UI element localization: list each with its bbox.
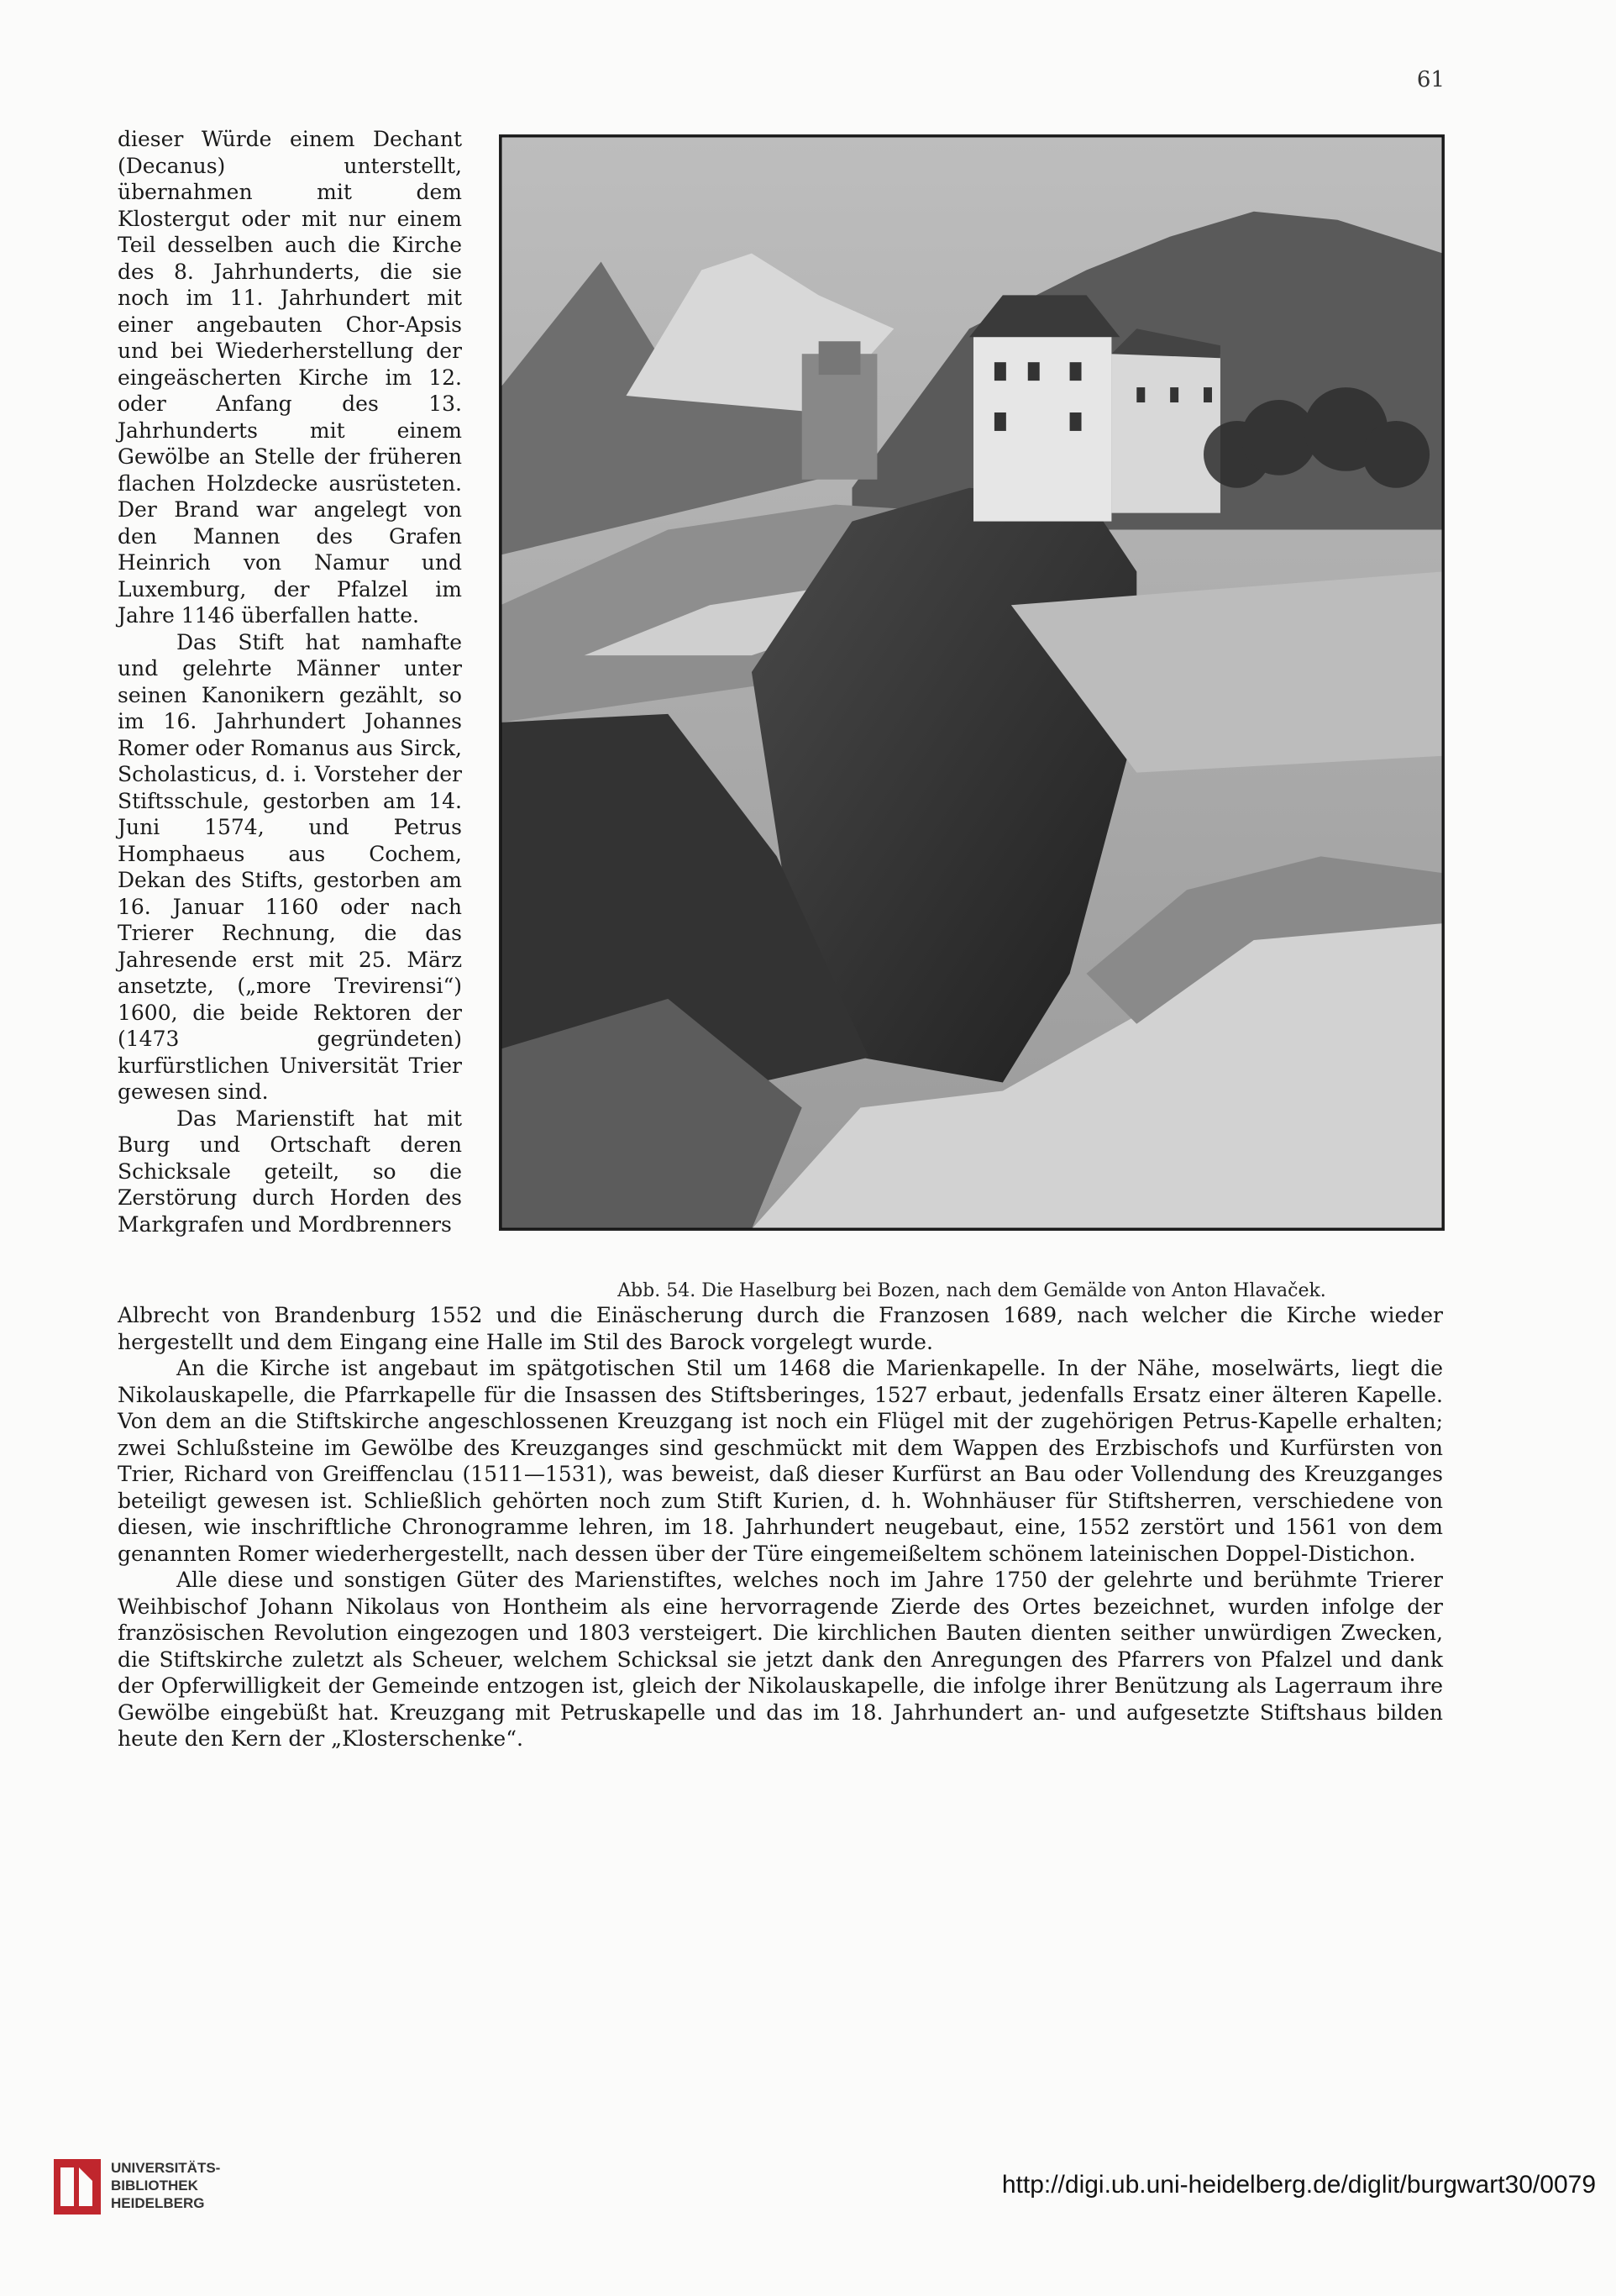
source-url-link[interactable]: http://digi.ub.uni-heidelberg.de/diglit/burgwart30/0079: [1001, 2171, 1596, 2199]
library-line: UNIVERSITÄTS-: [111, 2160, 221, 2176]
library-line: BIBLIOTHEK: [111, 2178, 198, 2194]
university-library-logo-icon: [52, 2156, 102, 2218]
library-line: HEIDELBERG: [111, 2195, 205, 2211]
page-number: 61: [1416, 67, 1445, 92]
full-width-text: [118, 1302, 1443, 1752]
library-name: [111, 2159, 220, 2212]
paragraph: Albrecht von Brandenburg 1552 und die Einäscherung durch die Franzosen 1689, nach welcher die Kirche wieder hergestellt und dem Eingang eine Halle im Stil des Barock vorgelegt wurde.: [118, 1303, 1443, 1354]
paragraph: Das Marienstift hat mit Burg und Ortschaft deren Schicksale geteilt, so die Zerstörung durch Horden des Markgrafen und Mordbrenners: [118, 1106, 462, 1237]
paragraph: An die Kirche ist angebaut im spätgotischen Stil um 1468 die Marienkapelle. In der Nähe, moselwärts, liegt die Nikolauskapelle, die Pfarrkapelle für die Insassen des Stiftsberinges, 1527 erbaut, jedenfalls Ersatz einer älteren Kapelle. Von dem an die Stiftskirche angeschlossenen Kreuzgang ist noch ein Flügel mit der zugehörigen Petrus-Kapelle erhalten; zwei Schlußsteine im Gewölbe des Kreuzganges sind geschmückt mit dem Wappen des Erzbischofs und Kurfürsten von Trier, Richard von Greiffenclau (1511—1531), was beweist, daß dieser Kurfürst an Bau oder Vollendung des Kreuzganges beteiligt gewesen ist. Schließlich gehörten noch zum Stift Kurien, d. h. Wohnhäuser für Stiftsherren, verschiedene von diesen, wie inschriftliche Chronogramme lehren, im 18. Jahrhundert neugebaut, eine, 1552 zerstört und 1561 von dem genannten Romer wiederhergestellt, nach dessen über der Türe eingemeißeltem schönem lateinischen Doppel-Distichon.: [118, 1356, 1443, 1566]
paragraph: Das Stift hat namhafte und gelehrte Männer unter seinen Kanonikern gezählt, so im 16. Jahrhundert Johannes Romer oder Romanus aus Sirck, Scholasticus, d. i. Vorsteher der Stiftsschule, gestorben am 14. Juni 1574, und Petrus Homphaeus aus Cochem, Dekan des Stifts, gestorben am 16. Januar 1160 oder nach Trierer Rechnung, die das Jahresende erst mit 25. März ansetzte, („more Trevirensi“) 1600, die beide Rektoren der (1473 gegründeten) kurfürstlichen Universität Trier gewesen sind.: [118, 629, 462, 1104]
library-logo[interactable]: [52, 2156, 254, 2218]
painting-image: [501, 136, 1443, 1229]
paragraph: dieser Würde einem Dechant (Decanus) unterstellt, übernahmen mit dem Klostergut oder mit nur einem Teil desselben auch die Kirche des 8. Jahrhunderts, die sie noch im 11. Jahrhundert mit einer angebauten Chor-Apsis und bei Wiederherstellung der eingeäscherten Kirche im 12. oder Anfang des 13. Jahrhunderts mit einem Gewölbe an Stelle der früheren flachen Holzdecke ausrüsteten. Der Brand war angelegt von den Mannen des Grafen Heinrich von Namur und Luxemburg, der Pfalzel im Jahre 1146 überfallen hatte.: [118, 127, 462, 628]
left-column-text: [118, 126, 462, 1237]
figure-painting: [499, 134, 1445, 1231]
figure-caption: Abb. 54. Die Haselburg bei Bozen, nach dem Gemälde von Anton Hlavaček.: [617, 1280, 1326, 1301]
paragraph: Alle diese und sonstigen Güter des Marienstiftes, welches noch im Jahre 1750 der gelehrte und berühmte Trierer Weihbischof Johann Nikolaus von Hontheim als eine hervorragende Zierde des Ortes bezeichnet, wurden infolge der französischen Revolution eingezogen und 1803 versteigert. Die kirchlichen Bauten dienten seither unwürdigen Zwecken, die Stiftskirche zuletzt als Scheuer, welchem Schicksal sie jetzt dank den Anregungen des Pfarrers von Pfalzel und dank der Opferwilligkeit der Gemeinde entzogen ist, gleich der Nikolauskapelle, die infolge ihrer Benützung als Lagerraum ihre Gewölbe eingebüßt hat. Kreuzgang mit Petruskapelle und das im 18. Jahrhundert an- und aufgesetzte Stiftshaus bilden heute den Kern der „Klosterschenke“.: [118, 1568, 1443, 1751]
